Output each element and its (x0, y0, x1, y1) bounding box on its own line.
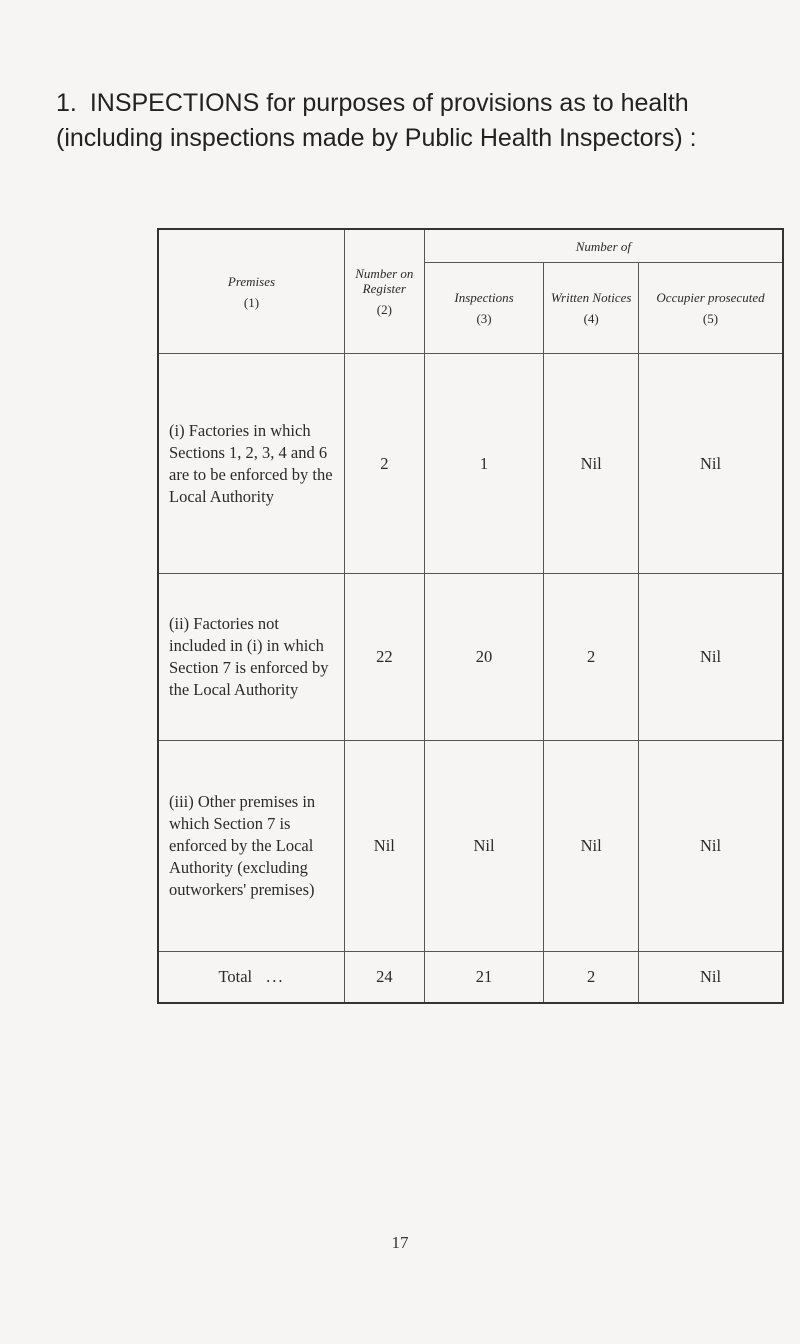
table-row (158, 354, 783, 574)
register-cell: 22 (344, 574, 424, 741)
premises-cell: (i) Factories in which Sections 1, 2, 3, 4 and 6 are to be enforced by the Local Authority (158, 354, 344, 574)
inspections-cell: 20 (424, 574, 544, 741)
total-register-cell: 24 (344, 952, 424, 1004)
section-number: 1. (56, 89, 77, 117)
section-title: INSPECTIONS for purposes of provisions as to health (including inspections made by Public Health Inspectors) : (56, 89, 697, 152)
inspections-cell: 1 (424, 354, 544, 574)
total-prosecuted-cell: Nil (639, 952, 784, 1004)
register-cell: 2 (344, 354, 424, 574)
notices-cell: Nil (544, 741, 639, 952)
inspections-table (157, 228, 784, 1004)
header-occupier-prosecuted: Occupier prosecuted (5) (639, 263, 784, 354)
section-heading (56, 86, 746, 156)
total-row (158, 952, 783, 1004)
leader-dots: ... (266, 967, 285, 986)
prosecuted-cell: Nil (639, 574, 784, 741)
notices-cell: Nil (544, 354, 639, 574)
page-number: 17 (391, 1233, 409, 1252)
table-row (158, 574, 783, 741)
register-cell: Nil (344, 741, 424, 952)
prosecuted-cell: Nil (639, 741, 784, 952)
premises-cell: (ii) Factories not included in (i) in which Section 7 is enforced by the Local Authority (158, 574, 344, 741)
total-notices-cell: 2 (544, 952, 639, 1004)
prosecuted-cell: Nil (639, 354, 784, 574)
total-label: Total (218, 967, 253, 986)
total-inspections-cell: 21 (424, 952, 544, 1004)
header-inspections: Inspections (3) (424, 263, 544, 354)
total-label-cell (158, 952, 344, 1004)
inspections-cell: Nil (424, 741, 544, 952)
header-premises: Premises (1) (158, 229, 344, 354)
premises-cell: (iii) Other premises in which Section 7 is enforced by the Local Authority (excluding outworkers' premises) (158, 741, 344, 952)
header-number-on-register: Number on Register (2) (344, 229, 424, 354)
table-row (158, 741, 783, 952)
header-written-notices: Written Notices (4) (544, 263, 639, 354)
header-number-of-group: Number of (424, 229, 783, 263)
notices-cell: 2 (544, 574, 639, 741)
